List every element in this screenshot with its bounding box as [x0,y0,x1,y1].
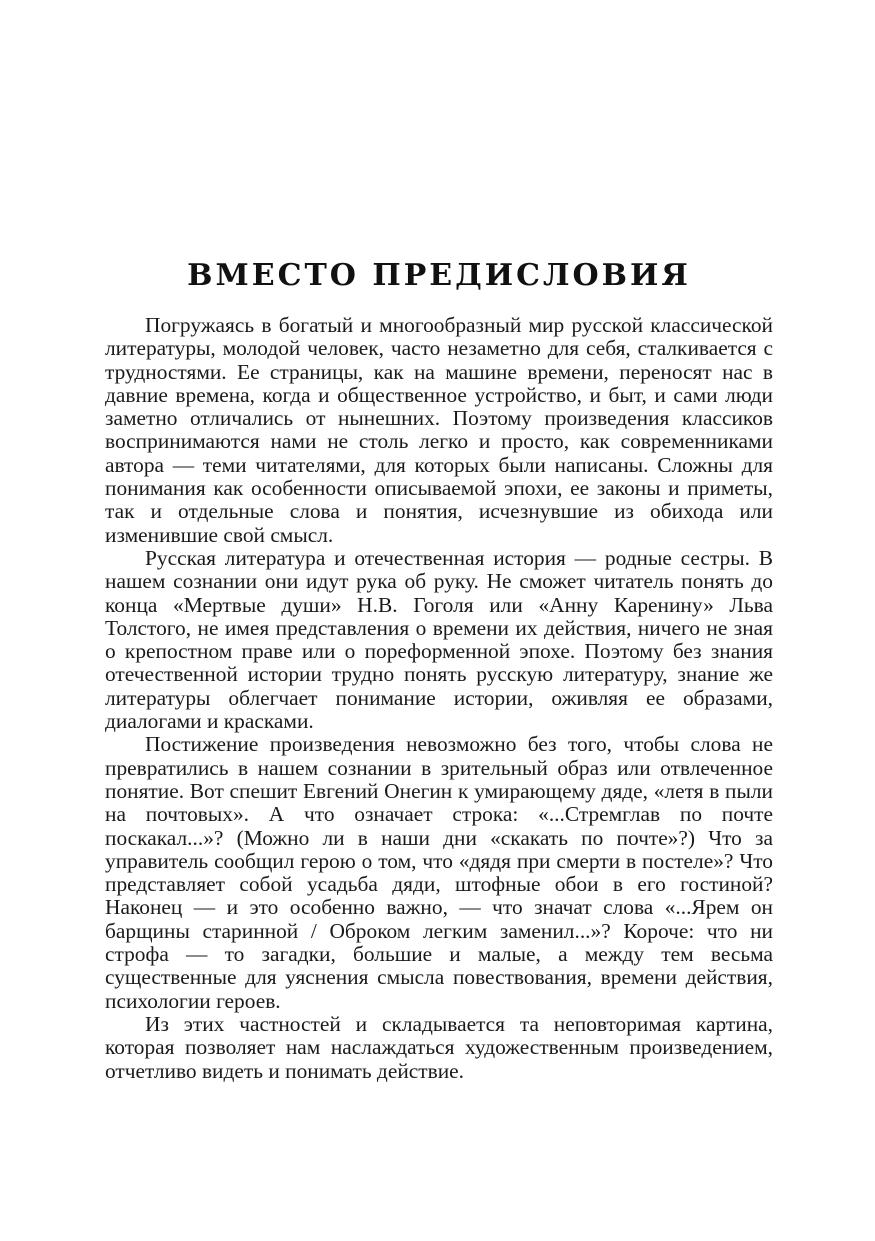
paragraph-1: Погружаясь в богатый и многообразный мир русской классической литературы, молодой человек, часто незаметно для себя, сталкивается с трудностями. Ее страницы, как на машине времени, переносят нас в давние времена, когда и общественное устройство, и быт, и сами люди заметно отличались от нынешних. Поэтому произведения классиков воспринимаются нами не столь легко и просто, как современниками автора — теми читателями, для которых были написаны. Сложны для понимания как особенности описываемой эпохи, ее законы и приметы, так и отдельные слова и понятия, исчезнувшие из обихода или изменившие свой смысл. [105,313,773,547]
chapter-title: ВМЕСТО ПРЕДИСЛОВИЯ [187,258,691,293]
paragraph-2: Русская литература и отечественная история — родные сестры. В нашем сознании они идут рука об руку. Не сможет читатель понять до конца «Мертвые души» Н.В. Гоголя или «Анну Каренину» Льва Толстого, не имея представления о времени их действия, ничего не зная о крепостном праве или о пореформенной эпохе. Поэтому без знания отечественной истории трудно понять русскую литературу, знание же литературы облегчает понимание истории, оживляя ее образами, диалогами и красками. [105,545,773,734]
paragraph-3: Постижение произведения невозможно без того, чтобы слова не превратились в нашем сознании в зрительный образ или отвлеченное понятие. Вот спешит Евгений Онегин к умирающему дяде, «летя в пыли на почтовых». А что означает строка: «...Стремглав по почте поскакал...»? (Можно ли в наши дни «скакать по почте»?) Что за управитель сообщил герою о том, что «дядя при смерти в постеле»? Что представляет собой усадьба дяди, штофные обои в его гостиной? Наконец — и это особенно важно, — что значат слова «...Ярем он барщины старинной / Оброком легким заменил...»? Короче: что ни строфа — то загадки, большие и малые, а между тем весьма существенные для уяснения смысла повествования, времени действия, психологии героев. [105,732,773,1013]
paragraph-4: Из этих частностей и складывается та неповторимая картина, которая позволяет нам наслаждаться художественным произведением, отчетливо видеть и понимать действие. [105,1011,773,1083]
page-content [105,258,773,1083]
